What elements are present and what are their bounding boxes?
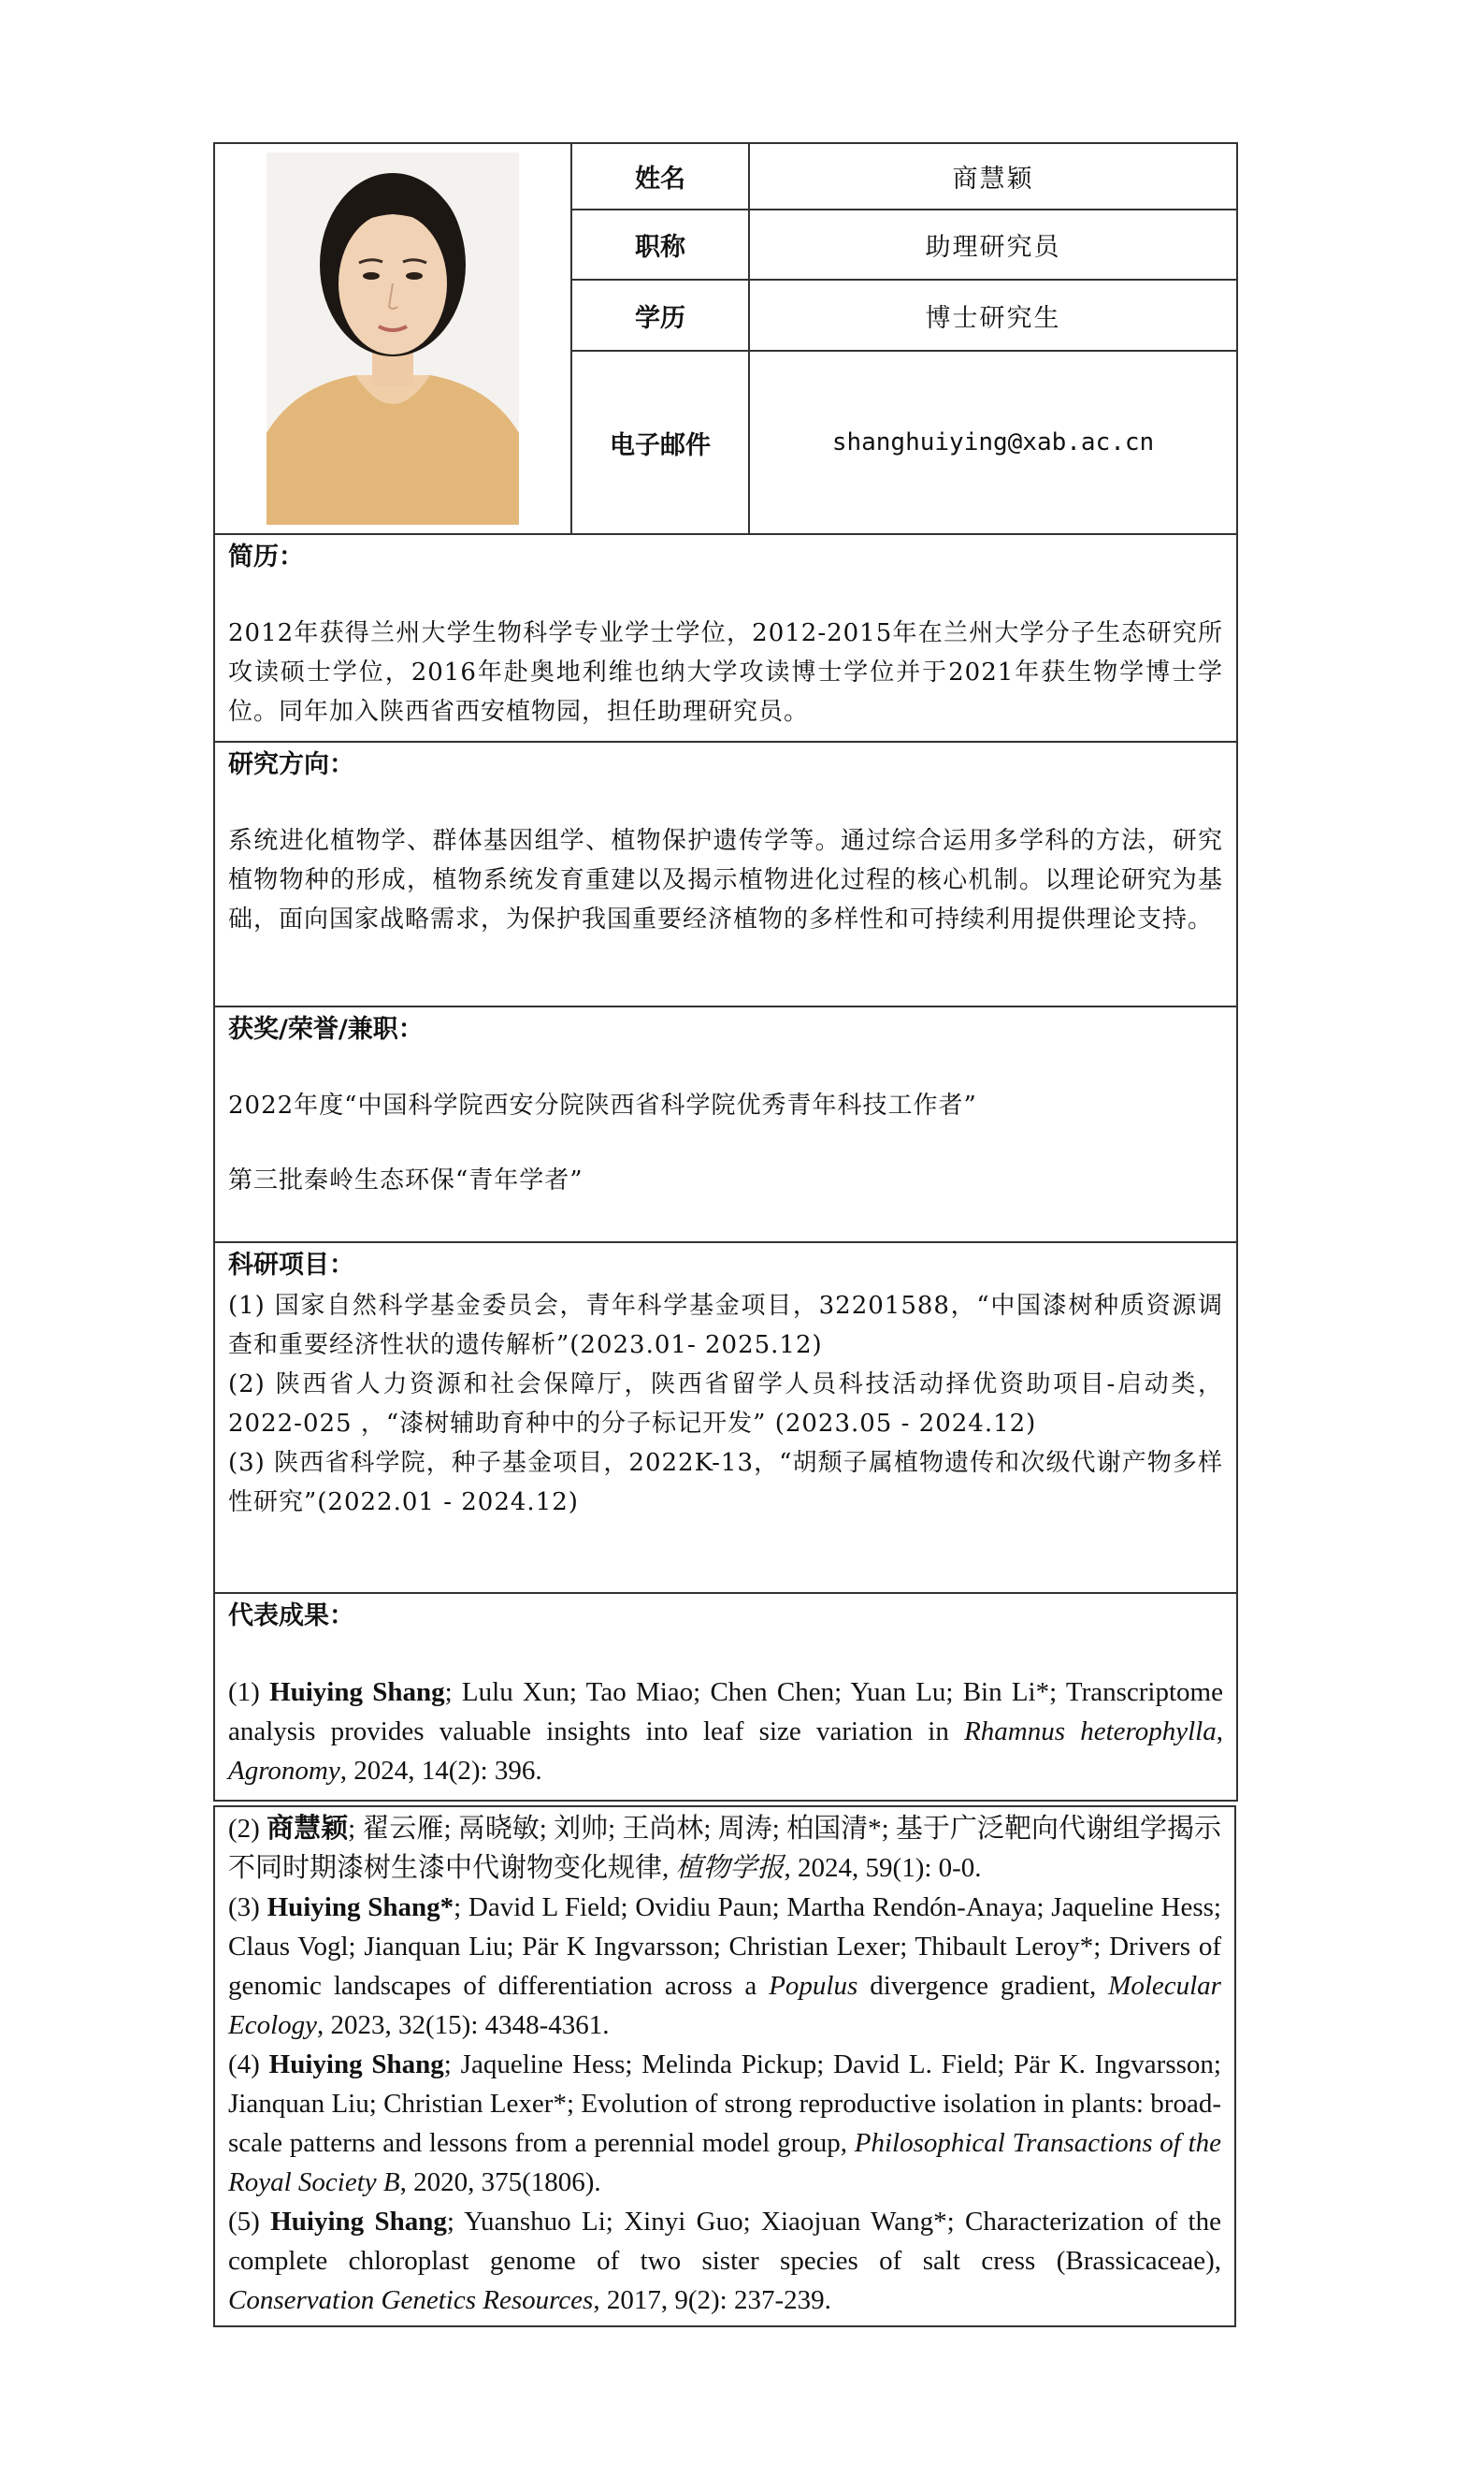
photo-cell: [214, 143, 571, 534]
degree-value: 博士研究生: [749, 280, 1237, 351]
project-item: (2) 陕西省人力资源和社会保障厅，陕西省留学人员科技活动择优资助项目-启动类，2022-025 ，“漆树辅助育种中的分子标记开发” (2023.05 - 2024.12): [228, 1370, 1223, 1438]
awards-heading: 获奖/荣誉/兼职：: [228, 1015, 424, 1044]
awards-section: [214, 1006, 1237, 1242]
resume-section: [214, 534, 1237, 742]
title-value: 助理研究员: [749, 210, 1237, 280]
research-text: 系统进化植物学、群体基因组学、植物保护遗传学等。通过综合运用多学科的方法，研究植物物种的形成，植物系统发育重建以及揭示植物进化过程的核心机制。以理论研究为基础，面向国家战略需求，为保护我国重要经济植物的多样性和可持续利用提供理论支持。: [228, 827, 1223, 934]
research-section: [214, 742, 1237, 1006]
degree-label: 学历: [571, 280, 749, 351]
project-item: (3) 陕西省科学院，种子基金项目，2022K-13，“胡颓子属植物遗传和次级代谢产物多样性研究”(2022.01 - 2024.12): [228, 1449, 1223, 1516]
resume-heading: 简历：: [228, 543, 304, 572]
award-item: 第三批秦岭生态环保“青年学者”: [228, 1166, 584, 1195]
reference-item: (1) Huiying Shang; Lulu Xun; Tao Miao; Chen Chen; Yuan Lu; Bin Li*; Transcriptome analysis provides valuable insights into leaf size variation in Rhamnus heterophylla, Agronomy, 2024, 14(2): 396.: [228, 1677, 1223, 1786]
email-value[interactable]: shanghuiying@xab.ac.cn: [749, 351, 1237, 534]
reference-item: (4) Huiying Shang; Jaqueline Hess; Melinda Pickup; David L. Field; Pär K. Ingvarsson; Jianquan Liu; Christian Lexer*; Evolution of strong reproductive isolation in plants: broad-scale patterns and lessons from a perennial model group, Philosophical Transactions of the Royal Society B, 2020, 375(1806).: [228, 2049, 1221, 2197]
email-label: 电子邮件: [571, 351, 749, 534]
achievements-continued-table: [213, 1805, 1236, 2327]
name-value: 商慧颖: [749, 143, 1237, 210]
project-item: (1) 国家自然科学基金委员会，青年科学基金项目，32201588，“中国漆树种质资源调查和重要经济性状的遗传解析”(2023.01- 2025.12): [228, 1292, 1223, 1359]
reference-item: (2) 商慧颖; 翟云雁; 鬲晓敏; 刘帅; 王尚林; 周涛; 柏国清*; 基于广泛靶向代谢组学揭示不同时期漆树生漆中代谢物变化规律, 植物学报, 2024, 59(1): 0-0.: [228, 1814, 1221, 1883]
name-label: 姓名: [571, 143, 749, 210]
projects-section: [214, 1242, 1237, 1593]
projects-heading: 科研项目：: [228, 1251, 354, 1280]
award-item: 2022年度“中国科学院西安分院陕西省科学院优秀青年科技工作者”: [228, 1092, 977, 1120]
title-label: 职称: [571, 210, 749, 280]
resume-text: 2012年获得兰州大学生物科学专业学士学位，2012-2015年在兰州大学分子生态研究所攻读硕士学位，2016年赴奥地利维也纳大学攻读博士学位并于2021年获生物学博士学位。同年加入陕西省西安植物园，担任助理研究员。: [228, 619, 1223, 726]
portrait-photo: [267, 152, 519, 525]
research-heading: 研究方向：: [228, 750, 354, 779]
achievements-continued: [214, 1806, 1235, 2326]
reference-item: (3) Huiying Shang*; David L Field; Ovidiu Paun; Martha Rendón-Anaya; Jaqueline Hess; Claus Vogl; Jianquan Liu; Pär K Ingvarsson; Christian Lexer; Thibault Leroy*; Drivers of genomic landscapes of differentiation across a Populus divergence gradient, Molecular Ecology, 2023, 32(15): 4348-4361.: [228, 1892, 1221, 2040]
achievements-heading: 代表成果：: [228, 1601, 354, 1630]
achievements-section: [214, 1593, 1237, 1801]
profile-table: [213, 142, 1238, 1802]
reference-item: (5) Huiying Shang; Yuanshuo Li; Xinyi Guo; Xiaojuan Wang*; Characterization of the complete chloroplast genome of two sister species of salt cress (Brassicaceae), Conservation Genetics Resources, 2017, 9(2): 237-239.: [228, 2207, 1221, 2315]
